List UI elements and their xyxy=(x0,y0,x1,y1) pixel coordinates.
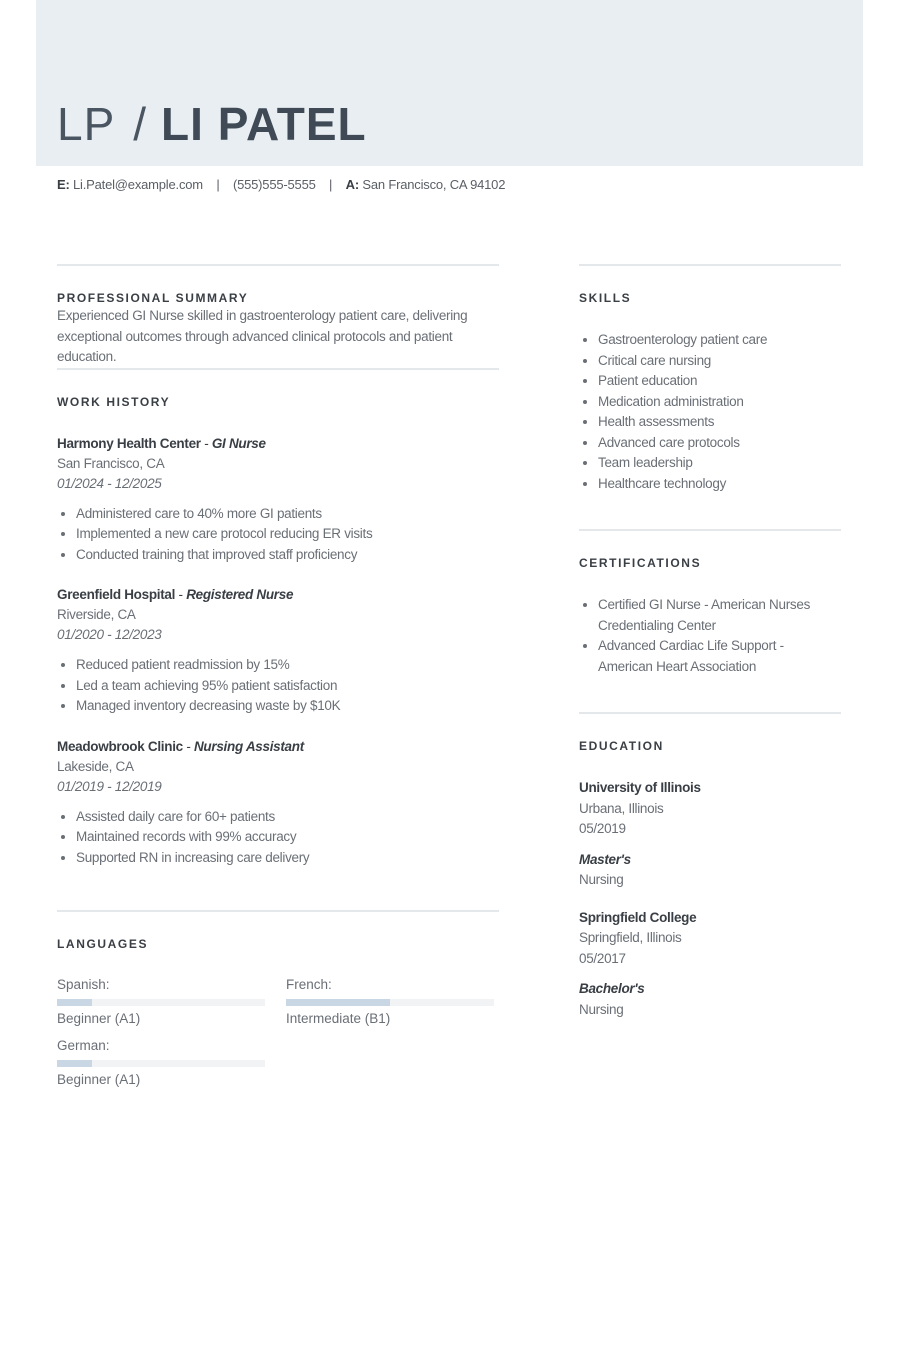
language-name: Spanish: xyxy=(57,977,110,992)
full-name: LI PATEL xyxy=(161,98,367,150)
certifications-list xyxy=(579,595,841,677)
work-history-title: WORK HISTORY xyxy=(57,394,171,409)
language-name: German: xyxy=(57,1038,110,1053)
job-role: GI Nurse xyxy=(211,435,266,451)
job-heading xyxy=(57,585,499,605)
education-location: Urbana, Illinois xyxy=(579,800,664,816)
job-list xyxy=(57,434,499,869)
skill-item: Healthcare technology xyxy=(579,474,841,495)
summary-text: Experienced GI Nurse skilled in gastroenterology patient care, delivering exceptional outcomes through advanced clinical protocols and patient education. xyxy=(57,308,468,364)
job-heading xyxy=(57,737,499,757)
job-location: Lakeside, CA xyxy=(57,758,134,774)
skill-item: Patient education xyxy=(579,371,841,392)
language-bar xyxy=(57,999,265,1006)
job-bullets xyxy=(57,807,499,869)
language-level: Intermediate (B1) xyxy=(286,1011,391,1026)
language-bar-fill xyxy=(286,999,390,1006)
job-bullet: Administered care to 40% more GI patients xyxy=(57,504,499,525)
job-entry xyxy=(57,434,499,566)
job-entry xyxy=(57,585,499,717)
left-column xyxy=(57,264,499,1106)
job-entry xyxy=(57,737,499,869)
skill-item: Health assessments xyxy=(579,412,841,433)
skills-section xyxy=(579,264,841,494)
job-bullet: Conducted training that improved staff proficiency xyxy=(57,545,499,566)
job-dash: - xyxy=(182,738,194,754)
language-item xyxy=(57,1037,265,1089)
contact-separator: | xyxy=(216,177,220,192)
language-name: French: xyxy=(286,977,332,992)
section-divider xyxy=(579,712,841,714)
job-role: Registered Nurse xyxy=(186,587,294,602)
language-item xyxy=(57,976,265,1028)
languages-section xyxy=(57,910,499,1106)
language-item xyxy=(286,976,494,1028)
education-school: Springfield College xyxy=(579,909,697,925)
skill-item: Advanced care protocols xyxy=(579,433,841,454)
job-location: Riverside, CA xyxy=(57,607,136,622)
certifications-title: CERTIFICATIONS xyxy=(579,556,702,570)
education-list xyxy=(579,778,841,1020)
summary-section xyxy=(57,264,499,368)
education-item xyxy=(579,908,841,1021)
job-dates: 01/2020 - 12/2023 xyxy=(57,627,162,642)
education-location: Springfield, Illinois xyxy=(579,930,682,945)
skill-item: Team leadership xyxy=(579,453,841,474)
skill-item: Critical care nursing xyxy=(579,351,841,372)
job-bullet: Managed inventory decreasing waste by $10K xyxy=(57,696,499,717)
job-bullets xyxy=(57,504,499,566)
job-heading xyxy=(57,434,499,454)
job-bullets xyxy=(57,655,499,717)
education-school: University of Illinois xyxy=(579,780,701,795)
education-title: EDUCATION xyxy=(579,739,664,753)
job-dash: - xyxy=(175,587,187,602)
section-divider xyxy=(57,910,499,912)
language-list xyxy=(57,976,499,1106)
language-level: Beginner (A1) xyxy=(57,1072,141,1087)
job-dates: 01/2019 - 12/2019 xyxy=(57,778,162,794)
job-bullet: Assisted daily care for 60+ patients xyxy=(57,807,499,828)
contact-line xyxy=(57,177,505,192)
education-date: 05/2019 xyxy=(579,821,626,836)
work-history-section xyxy=(57,368,499,869)
job-company: Meadowbrook Clinic xyxy=(57,738,183,754)
section-divider xyxy=(579,264,841,266)
education-item xyxy=(579,778,841,891)
skills-title: SKILLS xyxy=(579,291,632,305)
section-divider xyxy=(57,264,499,266)
job-bullet: Reduced patient readmission by 15% xyxy=(57,655,499,676)
section-divider xyxy=(57,368,499,370)
email-label: E: xyxy=(57,177,70,192)
address-value: San Francisco, CA 94102 xyxy=(362,177,506,192)
email-value[interactable]: Li.Patel@example.com xyxy=(73,177,203,192)
education-date: 05/2017 xyxy=(579,950,626,966)
skill-item: Gastroenterology patient care xyxy=(579,330,841,351)
address-label: A: xyxy=(345,177,359,192)
language-bar-fill xyxy=(57,999,92,1006)
job-company: Harmony Health Center xyxy=(57,435,201,451)
job-location: San Francisco, CA xyxy=(57,455,165,471)
language-bar xyxy=(57,1060,265,1067)
contact-separator: | xyxy=(329,177,333,192)
job-bullet: Led a team achieving 95% patient satisfaction xyxy=(57,676,499,697)
job-company: Greenfield Hospital xyxy=(57,587,176,602)
education-field: Nursing xyxy=(579,872,624,887)
job-dates: 01/2024 - 12/2025 xyxy=(57,475,162,491)
summary-title: PROFESSIONAL SUMMARY xyxy=(57,291,249,305)
certification-item: Advanced Cardiac Life Support - American Heart Association xyxy=(579,636,841,677)
certifications-section xyxy=(579,529,841,677)
phone-value[interactable]: (555)555-5555 xyxy=(232,177,316,192)
education-degree: Master's xyxy=(579,851,631,867)
education-section xyxy=(579,712,841,1020)
job-dash: - xyxy=(200,435,212,451)
section-divider xyxy=(579,529,841,531)
name-separator: / xyxy=(133,98,148,150)
job-role: Nursing Assistant xyxy=(193,738,304,754)
language-bar-fill xyxy=(57,1060,92,1067)
language-bar xyxy=(286,999,494,1006)
education-degree: Bachelor's xyxy=(579,981,645,996)
languages-title: LANGUAGES xyxy=(57,937,149,951)
job-bullet: Maintained records with 99% accuracy xyxy=(57,827,499,848)
education-field: Nursing xyxy=(579,1001,624,1017)
skills-list xyxy=(579,330,841,494)
initials: LP xyxy=(57,98,116,150)
skill-item: Medication administration xyxy=(579,392,841,413)
certification-item: Certified GI Nurse - American Nurses Credentialing Center xyxy=(579,595,841,636)
right-column xyxy=(579,264,841,1020)
job-bullet: Supported RN in increasing care delivery xyxy=(57,848,499,869)
job-bullet: Implemented a new care protocol reducing ER visits xyxy=(57,524,499,545)
name-heading xyxy=(57,96,367,152)
language-level: Beginner (A1) xyxy=(57,1011,141,1026)
